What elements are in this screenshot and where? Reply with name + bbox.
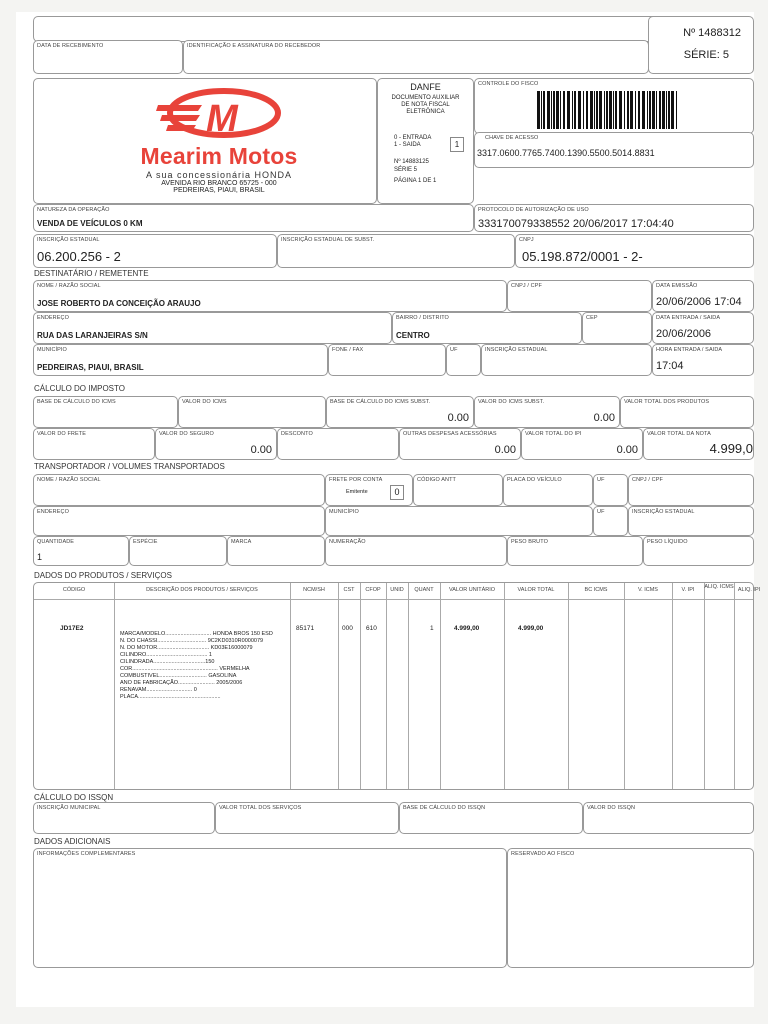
transp-nome-field [33,474,325,506]
chave-acesso-label: CHAVE DE ACESSO [485,135,539,141]
total-nota-label: VALOR TOTAL DA NOTA [647,431,711,437]
produto-unitario: 4.999,00 [454,625,480,632]
peso-liquido-field [643,536,754,566]
especie-field [129,536,227,566]
produto-desc-line: COMBUSTIVEL............................... GASOLINA [120,673,237,679]
transp-cnpj-field [628,474,754,506]
dest-ie-label: INSCRIÇÃO ESTADUAL [485,347,548,353]
frete-conta-sub: Emitente [346,489,368,495]
ipi-value: 0.00 [616,444,638,456]
frete-field [33,428,155,460]
col-head-total: VALOR TOTAL [517,587,555,593]
outras-despesas-field [399,428,521,460]
quantidade-label: QUANTIDADE [37,539,75,545]
produto-ncm: 85171 [296,625,315,632]
base-subst-field [326,396,474,428]
antt-label: CÓDIGO ANTT [417,477,456,483]
col-head-quant: QUANT [414,587,434,593]
dest-cep-field [582,312,652,344]
controle-fisco-box [474,78,754,134]
col-head-cfop: CFOP [365,587,381,593]
col-head-codigo: CÓDIGO [62,587,86,593]
col-divider [360,583,361,789]
data-emissao-label: DATA EMISSÃO [656,283,698,289]
destinatario-section-title: DESTINATÁRIO / REMETENTE [34,269,149,278]
identificacao-label: IDENTIFICAÇÃO E ASSINATURA DO RECEBEDOR [187,43,321,49]
emitter-box [33,78,377,204]
marca-field [227,536,325,566]
col-head-cst: CST [343,587,355,593]
col-head-v-ipi: V. IPI [681,587,695,593]
logo-letter: M [206,98,238,140]
peso-bruto-field [507,536,643,566]
issqn-servicos-field [215,802,399,834]
dest-uf-label: UF [450,347,458,353]
codigo-antt-field [413,474,503,506]
issqn-base-label: BASE DE CÁLCULO DO ISSQN [403,805,486,811]
dest-municipio-value: PEDREIRAS, PIAUI, BRASIL [37,363,144,372]
dest-cnpj-label: CNPJ / CPF [511,283,542,289]
receipt-number: Nº 1488312 [683,27,741,39]
ipi-label: VALOR TOTAL DO IPI [525,431,582,437]
col-head-descricao: DESCRIÇÃO DOS PRODUTOS / SERVIÇOS [146,587,258,593]
danfe-subtitle1: DOCUMENTO AUXILIAR [391,95,460,101]
valor-subst-label: VALOR DO ICMS SUBST. [478,399,545,405]
danfe-numero: Nº 14883125 [394,159,429,165]
dest-ie-field [481,344,652,376]
dest-nome-value: JOSE ROBERTO DA CONCEIÇÃO ARAUJO [37,299,201,308]
produto-desc-line: CILINDRADA..................................150 [120,659,215,665]
protocolo-label: PROTOCOLO DE AUTORIZAÇÃO DE USO [478,207,589,213]
placa-label: PLACA DO VEÍCULO [507,477,562,483]
natureza-operacao-field [33,204,474,232]
chave-acesso-box [474,132,754,168]
col-divider [568,583,569,789]
issqn-servicos-label: VALOR TOTAL DOS SERVIÇOS [219,805,302,811]
hora-saida-field [652,344,754,376]
produto-desc-line: COR........................................................ VERMELHA [120,666,250,672]
cnpj-value: 05.198.872/0001 - 2- [522,249,643,264]
data-recebimento-field [33,40,183,74]
danfe-subtitle3: ELETRÔNICA [406,109,445,115]
produto-descricao [120,631,273,701]
col-divider [114,583,115,789]
issqn-base-field [399,802,583,834]
transporte-section-title: TRANSPORTADOR / VOLUMES TRANSPORTADOS [34,462,225,471]
produto-desc-line: N. DO CHASSI................................ 9C2KD0310R0000079 [120,638,264,644]
valor-ipi-field [521,428,643,460]
col-head-unitario: VALOR UNITÁRIO [448,587,496,593]
data-recebimento-label: DATA DE RECEBIMENTO [37,43,104,49]
col-head-aliq-ipi: ALIQ. IPI [737,587,761,593]
transp-cnpj-label: CNPJ / CPF [632,477,663,483]
dest-bairro-value: CENTRO [396,331,430,340]
total-nota-value: 4.999,0 [709,441,753,456]
transp-ie-field [628,506,754,536]
seguro-field [155,428,277,460]
dest-cnpj-field [507,280,652,312]
adicionais-section-title: DADOS ADICIONAIS [34,837,111,846]
transp-uf2-label: UF [597,509,605,515]
produto-quant: 1 [430,625,434,632]
dest-uf-field [446,344,481,376]
dest-municipio-label: MUNICÍPIO [37,347,67,353]
danfe-title: DANFE [410,82,441,92]
dest-nome-label: NOME / RAZÃO SOCIAL [37,283,101,289]
col-divider [386,583,387,789]
info-complementares-field [33,848,507,968]
col-divider [504,583,505,789]
danfe-sheet [16,12,761,1007]
ie-subst-label: INSCRIÇÃO ESTADUAL DE SUBST. [281,237,375,243]
produto-cfop: 610 [366,625,377,632]
col-head-bc-icms: BC ICMS [584,587,608,593]
data-emissao-field [652,280,754,312]
danfe-pagina: PÁGINA 1 DE 1 [394,178,437,184]
transp-uf-label: UF [597,477,605,483]
ie-value: 06.200.256 - 2 [37,249,121,264]
transp-municipio-field [325,506,593,536]
col-head-unid: UNID [390,587,404,593]
produto-desc-line: ANO DE FABRICAÇÃO........................ 2005/2006 [120,680,243,686]
receipt-number-box [648,16,754,74]
total-produtos-field [620,396,754,428]
dest-bairro-field [392,312,582,344]
dest-cep-label: CEP [586,315,598,321]
quantidade-value: 1 [37,552,43,562]
frete-conta-value: 0 [390,485,404,500]
data-emissao-value: 20/06/2006 17:04 [656,296,742,308]
col-head-ncm: NCM/SH [303,587,325,593]
col-divider [440,583,441,789]
col-divider [734,583,735,789]
identificacao-recebedor-field [183,40,649,74]
barcode-icon [537,91,677,129]
natureza-value: VENDA DE VEÍCULOS 0 KM [37,219,143,228]
produtos-header-line [34,599,753,600]
total-nota-field [643,428,754,460]
valor-icms-label: VALOR DO ICMS [182,399,227,405]
frete-conta-field [325,474,413,506]
receipt-serie: SÉRIE: 5 [683,49,729,61]
reservado-fisco-field [507,848,754,968]
col-divider [408,583,409,789]
numeracao-label: NUMERAÇÃO [329,539,366,545]
danfe-serie: SÉRIE 5 [394,167,418,173]
danfe-saida: 1 - SAIDA [394,142,421,148]
base-subst-value: 0.00 [447,412,469,424]
produto-desc-line: RENAVAM.............................. 0 [120,687,197,693]
transp-nome-label: NOME / RAZÃO SOCIAL [37,477,101,483]
col-divider [704,583,705,789]
total-produtos-label: VALOR TOTAL DOS PRODUTOS [624,399,710,405]
issqn-section-title: CÁLCULO DO ISSQN [34,793,114,802]
marca-label: MARCA [231,539,252,545]
hora-saida-value: 17:04 [656,360,684,372]
honda-wing-logo-icon [152,85,282,147]
col-divider [338,583,339,789]
data-saida-value: 20/06/2006 [656,328,712,340]
quantidade-field [33,536,129,566]
transp-uf2-field [593,506,628,536]
dest-fone-label: FONE / FAX [332,347,364,353]
controle-fisco-label: CONTROLE DO FISCO [478,81,539,87]
seguro-label: VALOR DO SEGURO [159,431,214,437]
transp-endereco-label: ENDEREÇO [37,509,69,515]
outras-label: OUTRAS DESPESAS ACESSÓRIAS [403,431,497,437]
transp-uf-field [593,474,628,506]
issqn-valor-label: VALOR DO ISSQN [587,805,636,811]
dest-endereco-label: ENDEREÇO [37,315,69,321]
valor-subst-field [474,396,620,428]
col-divider [290,583,291,789]
produto-total: 4.999,00 [518,625,544,632]
emitter-brand-block [114,143,324,194]
dest-municipio-field [33,344,328,376]
transp-ie-label: INSCRIÇÃO ESTADUAL [632,509,695,515]
brand-name: Mearim Motos [140,143,298,169]
fisco-label: RESERVADO AO FISCO [511,851,575,857]
danfe-tipo-box: 1 [450,137,464,152]
produto-desc-line: N. DO MOTOR.................................. KD03E16000079 [120,645,253,651]
emitter-address-line2: PEDREIRAS, PIAUI, BRASIL [173,187,265,194]
produto-cst: 000 [342,625,353,632]
chave-acesso-value: 3317.0600.7765.7400.1390.5500.5014.8831 [477,148,655,158]
protocolo-field [474,204,754,232]
emitter-address-line1: AVENIDA RIO BRANCO 65725 - 000 [161,180,277,187]
ie-label: INSCRIÇÃO ESTADUAL [37,237,100,243]
col-divider [672,583,673,789]
issqn-valor-field [583,802,754,834]
dest-endereco-field [33,312,392,344]
cnpj-emitente-field [515,234,754,268]
peso-liquido-label: PESO LÍQUIDO [647,539,688,545]
transp-municipio-label: MUNICÍPIO [329,509,359,515]
data-saida-field [652,312,754,344]
ie-subst-field [277,234,515,268]
receipt-top-strip [33,16,665,42]
base-subst-label: BASE DE CÁLCULO DO ICMS SUBST. [330,399,431,405]
outras-value: 0.00 [494,444,516,456]
brand-tagline: A sua concessionária HONDA [145,170,293,180]
frete-label: VALOR DO FRETE [37,431,86,437]
dest-fone-field [328,344,446,376]
produto-desc-line: PLACA...................................................... [120,694,221,700]
valor-icms-field [178,396,326,428]
produtos-table [33,582,761,790]
especie-label: ESPÉCIE [133,539,158,545]
issqn-im-label: INSCRIÇÃO MUNICIPAL [37,805,101,811]
produto-desc-line: CILINDRO........................................ 1 [120,652,212,658]
dest-endereco-value: RUA DAS LARANJEIRAS S/N [37,331,148,340]
peso-bruto-label: PESO BRUTO [511,539,548,545]
protocolo-value: 333170079338552 20/06/2017 17:04:40 [478,218,674,230]
desconto-field [277,428,399,460]
produtos-section-title: DADOS DO PRODUTOS / SERVIÇOS [34,571,172,580]
dest-nome-field [33,280,507,312]
hora-saida-label: HORA ENTRADA / SAIDA [656,347,723,353]
produto-codigo: JD17E2 [60,625,84,632]
numeracao-field [325,536,507,566]
base-icms-field [33,396,178,428]
natureza-label: NATUREZA DA OPERAÇÃO [37,207,110,213]
cnpj-label: CNPJ [519,237,534,243]
col-divider [624,583,625,789]
base-icms-label: BASE DE CÁLCULO DO ICMS [37,399,116,405]
seguro-value: 0.00 [250,444,272,456]
danfe-subtitle2: DE NOTA FISCAL [401,102,450,108]
dest-bairro-label: BAIRRO / DISTRITO [396,315,449,321]
danfe-box [377,78,474,204]
col-head-v-icms: V. ICMS [638,587,658,593]
valor-subst-value: 0.00 [593,412,615,424]
danfe-entrada: 0 - ENTRADA [394,135,432,141]
placa-veiculo-field [503,474,593,506]
transp-endereco-field [33,506,325,536]
imposto-section-title: CÁLCULO DO IMPOSTO [34,384,125,393]
info-label: INFORMAÇÕES COMPLEMENTARES [37,851,136,857]
issqn-im-field [33,802,215,834]
inscricao-estadual-field [33,234,277,268]
data-saida-label: DATA ENTRADA / SAIDA [656,315,721,321]
col-head-aliq-icms: ALIQ. ICMS [704,584,734,590]
frete-conta-label: FRETE POR CONTA [329,477,383,483]
produto-desc-line: MARCA/MODELO.............................. HONDA BROS 150 ESD [120,631,273,637]
desconto-label: DESCONTO [281,431,313,437]
